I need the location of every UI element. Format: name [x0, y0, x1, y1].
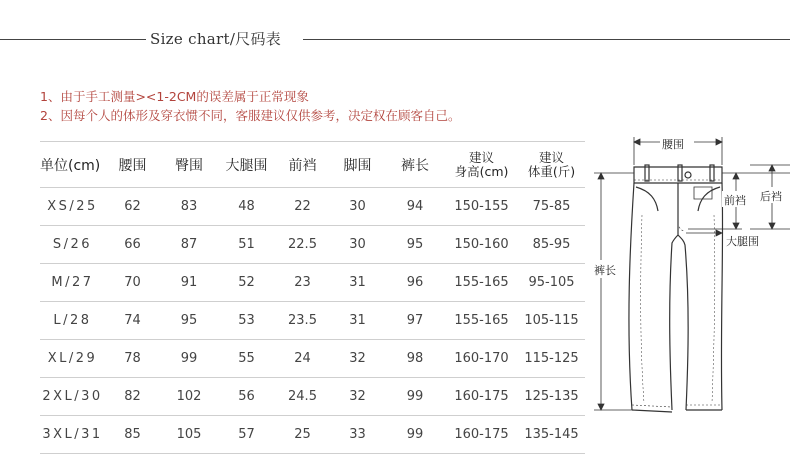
table-cell: 31	[349, 313, 366, 328]
table-row	[40, 188, 585, 226]
table-cell: 22.5	[288, 237, 317, 252]
table-cell: 53	[238, 313, 255, 328]
table-cell: 30	[349, 237, 366, 252]
table-cell: 160-170	[454, 351, 509, 366]
header-cell: 建议 身高(cm)	[454, 149, 509, 179]
table-cell: 78	[124, 351, 141, 366]
table-cell: 91	[180, 275, 198, 290]
page-title: Size chart/尺码表	[150, 30, 282, 48]
pants-illustration	[590, 125, 790, 425]
label-length: 裤长	[594, 264, 616, 277]
table-cell: 52	[238, 275, 255, 290]
table-row	[40, 226, 585, 264]
table-cell: 94	[406, 199, 424, 214]
notes	[40, 87, 460, 125]
header-cell: 腰围	[118, 157, 147, 174]
header-cell: 裤长	[401, 157, 429, 174]
size-cell: M/27	[51, 275, 94, 290]
table-cell: 66	[124, 237, 141, 252]
table-cell: 23.5	[288, 313, 317, 328]
header-cell: 建议 体重(斤)	[527, 149, 576, 179]
title-bar	[0, 24, 790, 54]
table-cell: 150-160	[454, 237, 509, 252]
table-cell: 155-165	[454, 313, 509, 328]
header-cell: 单位(cm)	[40, 157, 101, 174]
size-cell: L/28	[53, 313, 92, 328]
table-cell: 95	[406, 237, 424, 252]
table-cell: 155-165	[454, 275, 509, 290]
table-cell: 51	[238, 237, 255, 252]
table-cell: 83	[180, 199, 198, 214]
table-row	[40, 340, 585, 378]
table-row	[40, 302, 585, 340]
header-cell: 大腿围	[225, 157, 268, 174]
table-cell: 32	[349, 389, 366, 404]
table-cell: 23	[294, 275, 311, 290]
table-cell: 56	[238, 389, 255, 404]
table-cell: 31	[349, 275, 366, 290]
table-cell: 95-105	[528, 275, 575, 290]
table-row	[40, 416, 585, 454]
table-header	[40, 141, 585, 188]
table-cell: 99	[406, 427, 424, 442]
size-cell: XS/25	[47, 199, 98, 214]
table-cell: 97	[406, 313, 424, 328]
table-cell: 87	[180, 237, 198, 252]
label-thigh: 大腿围	[726, 235, 759, 248]
table-cell: 57	[238, 427, 255, 442]
table-cell: 30	[349, 199, 366, 214]
table-cell: 160-175	[454, 389, 509, 404]
size-cell: XL/29	[47, 351, 98, 366]
table-cell: 74	[124, 313, 141, 328]
table-cell: 75-85	[532, 199, 571, 214]
table-cell: 95	[180, 313, 198, 328]
table-cell: 125-135	[524, 389, 579, 404]
table-body	[40, 188, 585, 454]
table-cell: 55	[238, 351, 255, 366]
table-cell: 105	[176, 427, 202, 442]
size-cell: 3XL/31	[42, 427, 103, 442]
header-cell: 脚围	[343, 157, 372, 174]
table-cell: 25	[294, 427, 311, 442]
table-cell: 33	[349, 427, 366, 442]
label-back-rise: 后裆	[760, 190, 782, 203]
note-2: 2、因每个人的体形及穿衣惯不同，客服建议仅供参考，决定权在顾客自己。	[40, 108, 461, 123]
table-cell: 85-95	[532, 237, 571, 252]
table-cell: 150-155	[454, 199, 509, 214]
table-cell: 82	[124, 389, 141, 404]
table-cell: 105-115	[524, 313, 579, 328]
table-cell: 62	[124, 199, 141, 214]
table-row	[40, 264, 585, 302]
table-cell: 135-145	[524, 427, 579, 442]
header-cell: 前裆	[288, 157, 317, 174]
title-divider-right	[303, 39, 790, 40]
table-cell: 70	[124, 275, 141, 290]
table-cell: 96	[406, 275, 424, 290]
table-cell: 115-125	[524, 351, 579, 366]
table-cell: 32	[349, 351, 366, 366]
table-cell: 99	[180, 351, 198, 366]
size-cell: S/26	[52, 237, 93, 252]
table-cell: 98	[406, 351, 424, 366]
label-waist: 腰围	[662, 138, 684, 151]
size-cell: 2XL/30	[42, 389, 103, 404]
note-1: 1、由于手工测量><1-2CM的误差属于正常现象	[40, 89, 309, 104]
table-cell: 99	[406, 389, 424, 404]
size-table	[40, 141, 585, 454]
table-cell: 160-175	[454, 427, 509, 442]
table-cell: 24	[294, 351, 311, 366]
table-cell: 102	[176, 389, 202, 404]
label-front-rise: 前裆	[724, 194, 746, 207]
table-row	[40, 378, 585, 416]
table-cell: 85	[124, 427, 141, 442]
title-divider-left	[0, 39, 146, 40]
pants-diagram	[590, 125, 790, 425]
table-cell: 48	[238, 199, 255, 214]
table-cell: 24.5	[288, 389, 317, 404]
table-cell: 22	[294, 199, 311, 214]
header-cell: 臀围	[175, 157, 203, 174]
